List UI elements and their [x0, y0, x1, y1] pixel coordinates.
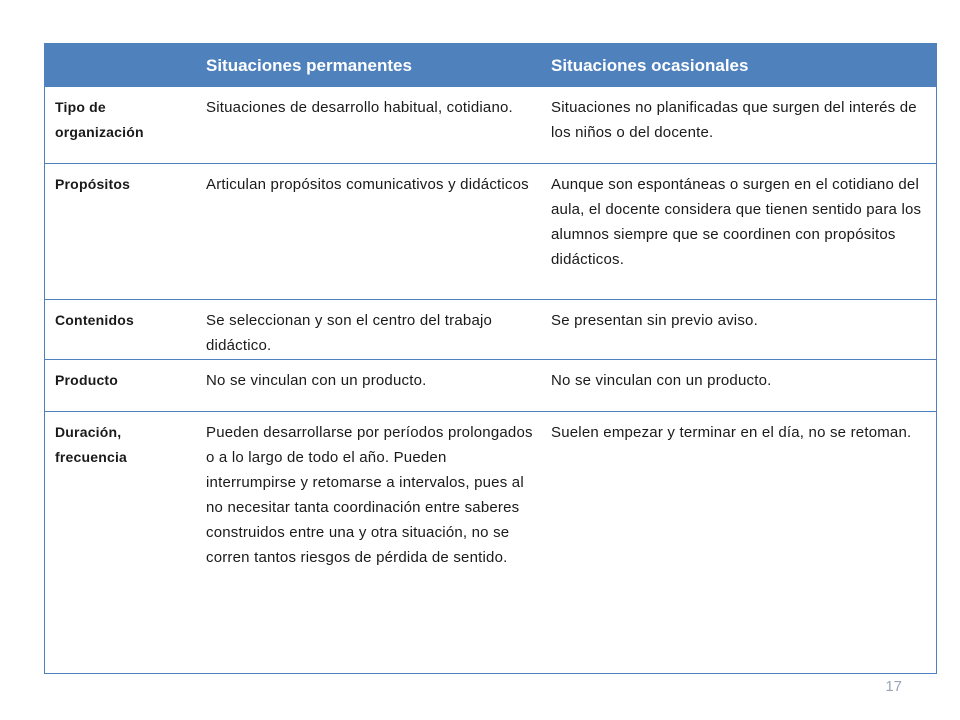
header-permanentes: Situaciones permanentes — [206, 55, 412, 75]
table-row — [45, 359, 936, 411]
header-row — [45, 44, 936, 87]
header-ocasionales: Situaciones ocasionales — [551, 55, 749, 75]
cell-ocasionales: Se presentan sin previo aviso. — [543, 299, 936, 359]
table-row — [45, 299, 936, 359]
cell-permanentes: Situaciones de desarrollo habitual, cotidiano. — [198, 87, 543, 163]
row-label: Propósitos — [45, 163, 198, 299]
table-row — [45, 87, 936, 163]
row-label: Producto — [45, 359, 198, 411]
cell-permanentes: Articulan propósitos comunicativos y didácticos — [198, 163, 543, 299]
table-row — [45, 411, 936, 673]
row-label: Contenidos — [45, 299, 198, 359]
header-empty-cell — [45, 44, 198, 87]
cell-ocasionales: Aunque son espontáneas o surgen en el cotidiano del aula, el docente considera que tienen sentido para los alumnos siempre que se coordinen con propósitos didácticos. — [543, 163, 936, 299]
cell-permanentes: No se vinculan con un producto. — [198, 359, 543, 411]
table-row — [45, 163, 936, 299]
cell-ocasionales: Situaciones no planificadas que surgen del interés de los niños o del docente. — [543, 87, 936, 163]
row-label: Tipo de organización — [45, 87, 198, 163]
cell-permanentes: Se seleccionan y son el centro del trabajo didáctico. — [198, 299, 543, 359]
comparison-table — [45, 44, 936, 673]
table-header — [45, 44, 936, 87]
cell-permanentes: Pueden desarrollarse por períodos prolongados o a lo largo de todo el año. Pueden interrumpirse y retomarse a intervalos, pues al no necesitar tanta coordinación entre saberes construidos entre una y otra situación, no se corren tantos riesgos de pérdida de sentido. — [206, 423, 533, 566]
comparison-table-container — [44, 43, 937, 674]
cell-ocasionales: No se vinculan con un producto. — [543, 359, 936, 411]
page-number: 17 — [885, 678, 902, 695]
row-label: Duración, frecuencia — [55, 423, 128, 465]
cell-ocasionales: Suelen empezar y terminar en el día, no se retoman. — [551, 423, 912, 441]
table-body — [45, 87, 936, 673]
